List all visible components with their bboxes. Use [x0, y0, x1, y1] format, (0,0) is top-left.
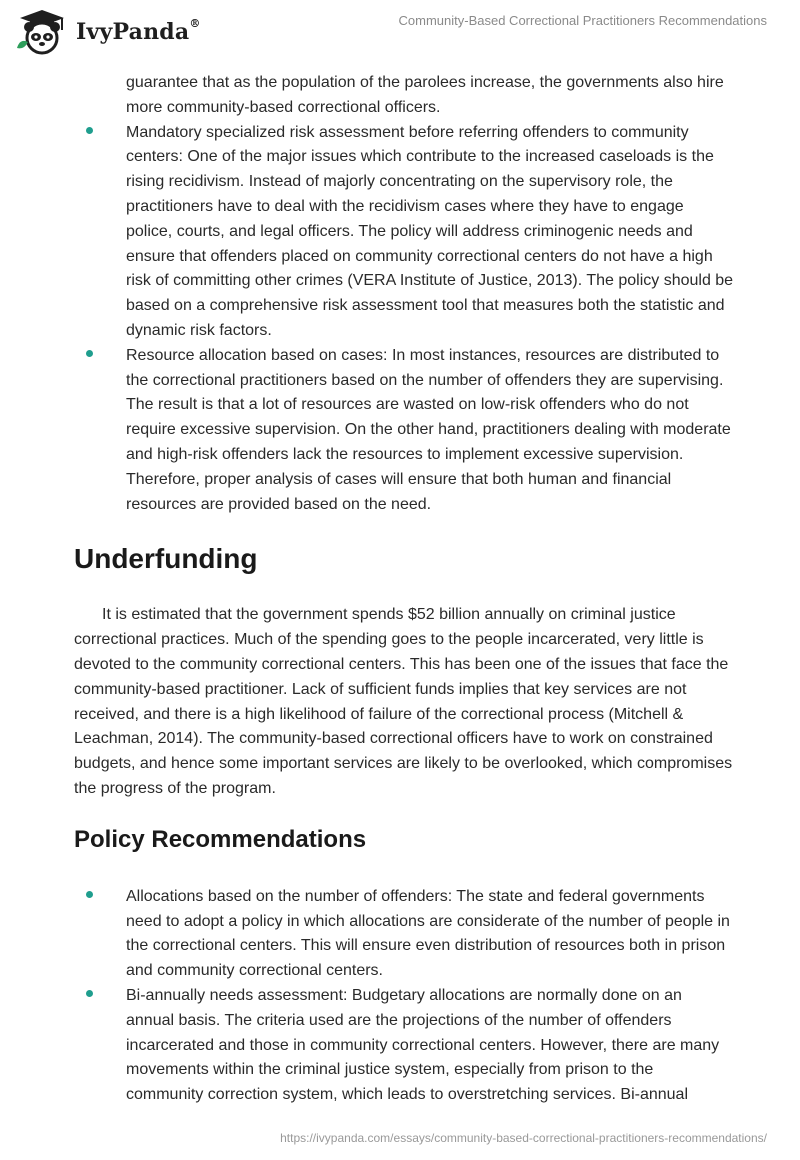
policy-recommendations-list	[74, 885, 734, 1108]
page-header	[0, 0, 800, 62]
list-item-text: Bi-annually needs assessment: Budgetary allocations are normally done on an annual basis. The criteria used are the projections of the number of offenders incarcerated and those in community correctional centers. However, there are many movements within the criminal justice system, especially from prison to the community correction system, which leads to overstretching services. Bi-annual	[126, 986, 720, 1104]
list-item-text: Mandatory specialized risk assessment before referring offenders to community centers: One of the major issues which contribute to the increased caseloads is the rising recidivism. Instead of majorly concentrating on the supervisory role, the practitioners have to deal with the recidivism cases where they have to engage police, courts, and legal officers. The policy will address criminogenic needs and ensure that offenders placed on community correctional centers do not have a high risk of committing other crimes (VERA Institute of Justice, 2013). The policy should be based on a comprehensive risk assessment tool that measures both the statistic and dynamic risk factors.	[126, 123, 734, 339]
list-item	[74, 344, 734, 518]
list-item-text: Resource allocation based on cases: In most instances, resources are distributed to the correctional practitioners based on the number of offenders they are supervising. The result is that a lot of resources are wasted on low-risk offenders who do not require excessive supervision. On the other hand, practitioners dealing with moderate and high-risk offenders lack the resources to implement excessive supervision. Therefore, proper analysis of cases will ensure that both human and financial resources are provided based on the need.	[126, 346, 731, 513]
list-item	[74, 885, 734, 984]
policy-list-continued	[74, 71, 734, 517]
underfunding-paragraph: It is estimated that the government spends $52 billion annually on criminal justice correctional practices. Much of the spending goes to the people incarcerated, very little is devoted to the community correctional centers. This has been one of the issues that face the community-based practitioner. Lack of sufficient funds implies that key services are not received, and there is a high likelihood of failure of the correctional process (Mitchell & Leachman, 2014). The community-based correctional officers have to work on constrained budgets, and hence some important services are likely to be overlooked, which compromises the progress of the program.	[74, 606, 733, 797]
essay-content	[74, 71, 734, 1108]
bullet-icon	[86, 127, 93, 134]
document-title: Community-Based Correctional Practitioners Recommendations	[398, 13, 767, 28]
list-item	[74, 121, 734, 344]
list-item-text: Allocations based on the number of offenders: The state and federal governments need to adopt a policy in which allocations are considerate of the number of people in the correctional centers. This will ensure even distribution of resources both in prison and community correctional centers.	[126, 887, 730, 980]
list-item-continuation: guarantee that as the population of the parolees increase, the governments also hire more community-based correctional officers.	[126, 74, 724, 116]
section-heading-underfunding: Underfunding	[74, 543, 258, 575]
list-item	[74, 984, 734, 1108]
bullet-icon	[86, 350, 93, 357]
panda-graduate-icon	[14, 8, 70, 56]
ivypanda-logo[interactable]	[14, 8, 201, 56]
source-url-link[interactable]: https://ivypanda.com/essays/community-based-correctional-practitioners-recommendations/	[280, 1131, 767, 1145]
section-heading-policy-recommendations: Policy Recommendations	[74, 825, 367, 853]
bullet-icon	[86, 891, 93, 898]
bullet-icon	[86, 990, 93, 997]
brand-name: IvyPanda®	[76, 17, 201, 45]
